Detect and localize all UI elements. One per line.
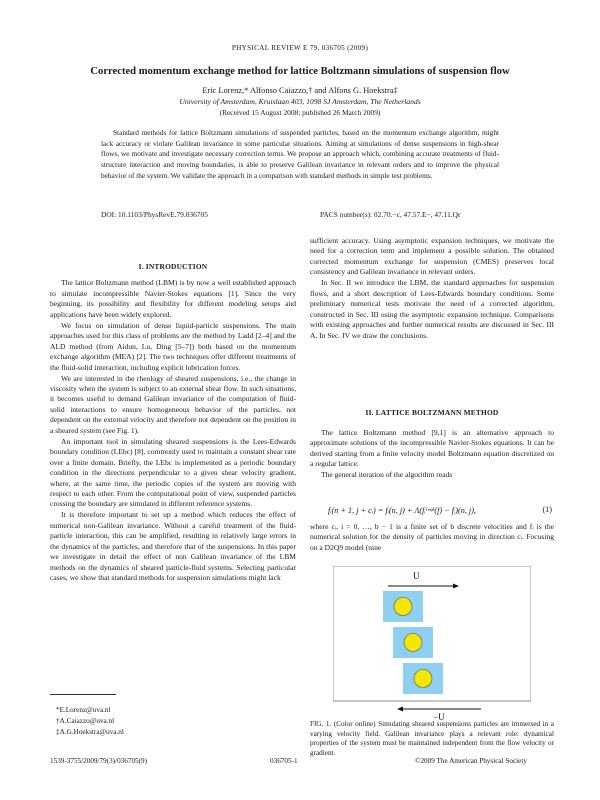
right-paragraph-4: The general iteration of the algorithm reads [321,470,453,480]
section-heading-lbm: II. LATTICE BOLTZMANN METHOD [365,408,499,417]
intro-paragraph-4: An important tool in simulating sheared suspensions is the Lees-Edwards boundary condition (LEbc) [8], commonly used to maintain a constant shear rate over a finite domain. Briefly, the LEbc is implemented as a periodic boundary condition in the directions perpendicular to a given shear velocity gradient, where, at the same time, the periodic copies of the system are moving with respect to each other. From the computational point of view, suspended particles crossing the boundary are simulated in different reference systems. [50,436,296,509]
footer-issn: 1539-3755/2009/79(3)/036705(9) [50,757,148,765]
pacs-numbers: PACS number(s): 02.70.−c, 47.57.E−, 47.11.Qr [320,210,461,219]
right-column-after-eq [310,522,554,554]
figure-top-label: U [413,571,420,581]
footer-copyright: ©2009 The American Physical Society [415,757,527,765]
right-paragraph-1: sufficient accuracy. Using asymptotic expansion techniques, we motivate the need for a correction term and implement a possible solution. The obtained corrected momentum exchange for suspension (CMES) preserves local consistency and Galilean invariance in relevant orders. [310,236,554,277]
particle-3 [414,670,432,688]
equation-number: (1) [542,505,552,514]
particle-2 [404,634,422,652]
footnote-2[interactable]: †A.Caiazzo@uva.nl [56,717,115,725]
bottom-arrow-head [397,707,403,712]
received-dates: (Received 15 August 2008; published 26 March 2009) [219,108,381,117]
doi-link[interactable]: DOI: 10.1103/PhysRevE.79.036705 [101,210,208,219]
figure-bottom-label: −U [433,712,445,722]
footnote-1[interactable]: *E.Lorenz@uva.nl [56,706,111,714]
affiliation: University of Amsterdam, Kruislaan 403, 1098 SJ Amsterdam, The Netherlands [179,97,421,106]
intro-paragraph-2: We focus on simulation of dense liquid-particle suspensions. The main approaches used for this class of problems are the method by Ladd [2–4] and the ALD method (from Aidun, Lu, Ding [5–7]) both based on the momentum exchange algorithm (MEA) [2]. The two techniques offer different treatments of the fluid-solid interaction, including explicit lubrication forces. [50,320,296,372]
authors: Eric Lorenz,* Alfonso Caiazzo,† and Alfons G. Hoekstra‡ [202,86,398,95]
section-heading-introduction: I. INTRODUCTION [138,262,208,271]
intro-paragraph-5: It is therefore important to set up a method which reduces the effect of numerical non-Galilean invariance. Without a careful treatment of the fluid-particle interaction, this can be amplified, resulting in relatively large errors in the dynamics of the particles, and therefore that of the suspensions. In this paper we investigate in detail the effect of non Galilean invariance of the LBM methods on the dynamics of sheared particle-fluid systems. Selecting particular cases, we show that standard methods for suspension simulations might lack [50,510,296,583]
equation-1 [310,505,554,515]
abstract: Standard methods for lattice Boltzmann simulations of suspended particles, based on the momentum exchange algorithm, might lack accuracy or violate Galilean invariance in some particular situations. Aiming at simulations of dense suspensions in high-shear flows, we motivate and investigate necessary correction terms. We propose an approach which, combining accurate treatments of fluid-structure interaction and moving boundaries, is able to preserve Galilean invariance in relevant orders and to improve the physical behavior of the system. We validate the approach in a comparison with standard methods in simple test problems. [101,128,499,180]
right-paragraph-5: where cᵢ, i = 0, …, b − 1 is a finite set of b discrete velocities and fᵢ is the numerical solution for the density of particles moving in direction cᵢ. Focusing on a D2Q9 model (nine [310,522,554,552]
paper-title: Corrected momentum exchange method for lattice Boltzmann simulations of suspension flow [90,66,510,77]
footnote-3[interactable]: ‡A.G.Hoekstra@uva.nl [56,728,124,736]
right-paragraph-2: In Sec. II we introduce the LBM, the standard approaches for suspension flows, and a short description of Lees-Edwards boundary conditions. Some preliminary numerical tests motivate the need of a corrected algorithm, constructed in Sec. III using the asymptotic expansion technique. Comparisons with existing approaches and further numerical results are discussed in Sec. III A. In Sec. IV we draw the conclusions. [310,278,554,340]
footnote-rule [50,694,116,695]
equation-body: fᵢ(n + 1, j + cᵢ) = fᵢ(n, j) + Λ(fᵢ⁽ᵉᵠ⁾(f) − fᵢ)(n, j), [328,506,476,515]
right-paragraph-3: The lattice Boltzmann method [9,1] is an alternative approach to approximate solutions of the incompressible Navier-Stokes equations. It can be derived starting from a finite velocity model Boltzmann equation discretized on a regular lattice. [310,428,554,469]
intro-paragraph-3: We are interested in the rheology of sheared suspensions, i.e., the change in viscosity when the system is subject to an external shear flow. In such situations, it becomes useful to demand Galilean invariance of the computation of fluid-solid interactions to ensure homogeneous behavior of the particles, not dependent on the external velocity and therefore not dependent on the position in a sheared system (see Fig. 1). [50,373,296,435]
footer-page-number: 036705-1 [270,757,298,765]
right-column-top [310,236,554,342]
left-column [50,262,296,584]
intro-paragraph-1: The lattice Boltzmann method (LBM) is by now a well established approach to simulate incompressible Navier-Stokes equations [1]. Since the very beginning, its possibility and flexibility for different modeling setups and applications have been widely explored. [50,278,296,319]
particle-1 [394,598,412,616]
figure-1 [333,566,531,746]
right-column-lbm [310,428,554,481]
journal-header: PHYSICAL REVIEW E 79, 036705 (2009) [231,44,369,52]
figure-caption: FIG. 1. (Color online) Simulating sheared suspensions particles are immersed in a varying velocity field. Galilean invariance plays a relevant role: dynamical properties of the system must be maintained independent from the flow velocity or gradient. [310,720,554,757]
